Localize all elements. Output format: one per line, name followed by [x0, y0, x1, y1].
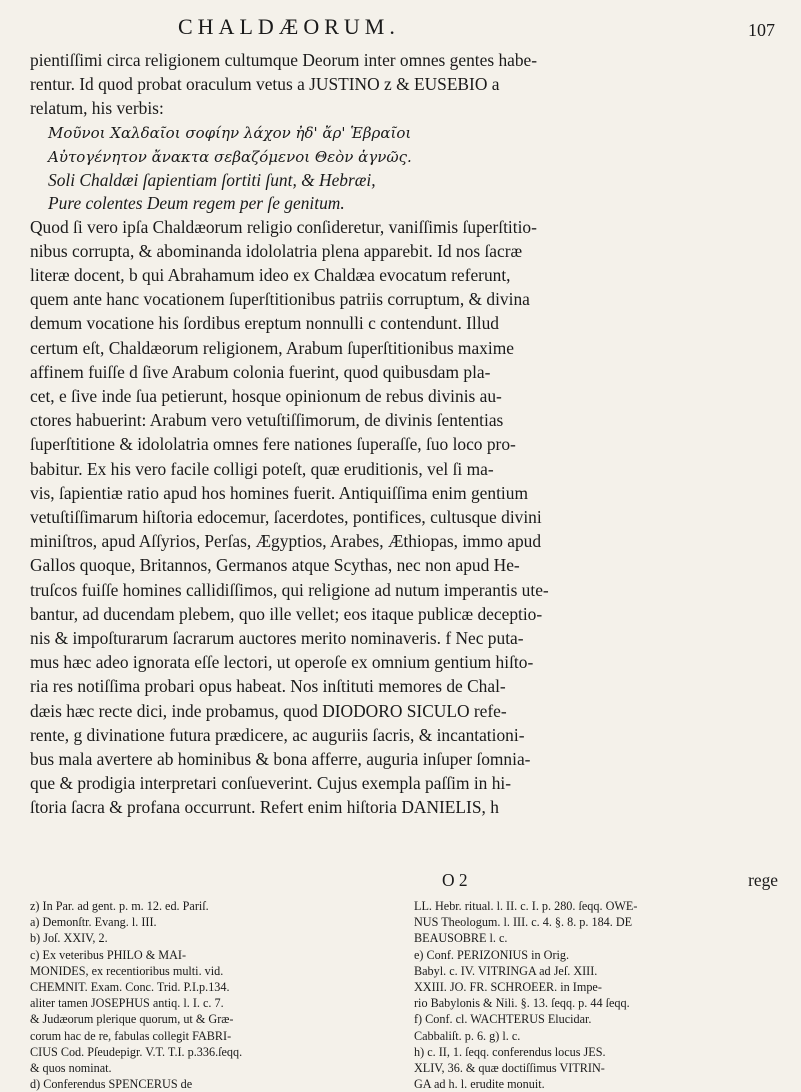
- text-line: dæis hæc recte dici, inde probamus, quod DIODORO SICULO refe-: [30, 700, 507, 721]
- footnote-line: Cabbaliſt. p. 6. g) l. c.: [414, 1028, 521, 1043]
- text-line: ctores habuerint: Arabum vero vetuſtiſſimorum, de divinis ſententias: [30, 410, 504, 431]
- footnote-line: b) Joſ. XXIV, 2.: [30, 931, 108, 946]
- footnote-line: & Judæorum plerique quorum, ut & Græ-: [30, 1012, 234, 1027]
- footnote-line: h) c. II, 1. ſeqq. conferendus locus JES.: [414, 1044, 606, 1059]
- text-line: rentur. Id quod probat oraculum vetus a JUSTINO z & EUSEBIO a: [30, 74, 500, 95]
- text-line: que & prodigia interpretari conſueverint. Cujus exempla paſſim in hi-: [30, 773, 512, 794]
- footnote-line: f) Conf. cl. WACHTERUS Elucidar.: [414, 1012, 592, 1027]
- text-line: ſuperſtitione & idololatria omnes fere nationes ſuperaſſe, ſuo loco pro-: [30, 434, 516, 455]
- text-line: miniſtros, apud Aſſyrios, Perſas, Ægyptios, Arabes, Æthiopas, immo apud: [30, 531, 542, 552]
- footnotes-right-column: [414, 898, 774, 1092]
- text-line: pientiſſimi circa religionem cultumque Deorum inter omnes gentes habe-: [30, 50, 538, 70]
- footnote-line: XLIV, 36. & quæ doctiſſimus VITRIN-: [414, 1061, 605, 1076]
- text-line: ria res notiſſima probari opus habeat. Nos inſtituti memores de Chal-: [30, 676, 506, 697]
- footnote-line: corum hac de re, fabulas collegit FABRI-: [30, 1028, 232, 1043]
- main-text: [30, 48, 778, 820]
- text-line: vetuſtiſſimarum hiſtoria edocemur, ſacerdotes, pontifices, cultusque divini: [30, 507, 542, 528]
- footnote-line: c) Ex veteribus PHILO & MAI-: [30, 947, 187, 962]
- text-line: ſtoria ſacra & profana occurrunt. Refert enim hiſtoria DANIELIS, h: [30, 797, 499, 818]
- footnote-line: MONIDES, ex recentioribus multi. vid.: [30, 963, 224, 978]
- text-line: relatum, his verbis:: [30, 98, 164, 119]
- text-line: bus mala avertere ab hominibus & bona afferre, auguria inſuper ſomnia-: [30, 749, 531, 770]
- footnote-line: z) In Par. ad gent. p. m. 12. ed. Pariſ.: [30, 899, 209, 913]
- text-line: Quod ſi vero ipſa Chaldæorum religio conſideretur, vaniſſimis ſuperſtitio-: [30, 216, 537, 237]
- text-line: affinem fuiſſe d ſive Arabum colonia fuerint, quod quibusdam pla-: [30, 361, 491, 382]
- text-line: certum eſt, Chaldæorum religionem, Arabum ſuperſtitionibus maxime: [30, 337, 514, 358]
- text-line: vis, ſapientiæ ratio apud hos homines fuerit. Antiquiſſima enim gentium: [30, 482, 528, 503]
- text-line: demum vocatione his ſordibus ereptum nonnulli c contendunt. Illud: [30, 313, 499, 334]
- text-line: nibus corrupta, & abominanda idololatria plena apparebit. Id nos ſacræ: [30, 240, 523, 261]
- page-number: 107: [748, 20, 775, 40]
- footnote-line: d) Conferendus SPENCERUS de: [30, 1077, 193, 1092]
- footnote-line: a) Demonſtr. Evang. l. III.: [30, 915, 157, 930]
- paragraph-chaldaeans: [30, 215, 778, 820]
- footnote-line: NUS Theologum. l. III. c. 4. §. 8. p. 184. DE: [414, 915, 633, 930]
- text-line: truſcos fuiſſe homines callidiſſimos, qui religione ad nutum imperantis ute-: [30, 579, 549, 600]
- footnote-line: CIUS Cod. Pſeudepigr. V.T. T.I. p.336.ſeqq.: [30, 1044, 243, 1059]
- text-line: rente, g divinatione futura prædicere, ac auguriis ſacris, & incantationi-: [30, 724, 525, 745]
- signature-line: [30, 870, 778, 894]
- footnote-line: CHEMNIT. Exam. Conc. Trid. P.I.p.134.: [30, 980, 230, 995]
- footnote-line: & quos nominat.: [30, 1061, 112, 1076]
- signature-mark: O 2: [442, 870, 468, 890]
- footnote-line: GA ad h. l. erudite monuit.: [414, 1077, 545, 1092]
- text-line: Gallos quoque, Britannos, Germanos atque Scythas, nec non apud He-: [30, 555, 520, 576]
- latin-translation-line-1: Soli Chaldæi ſapientiam ſortiti ſunt, & Hebræi,: [48, 169, 376, 190]
- footnote-line: aliter tamen JOSEPHUS antiq. l. I. c. 7.: [30, 996, 224, 1011]
- latin-translation-line-2: Pure colentes Deum regem per ſe genitum.: [48, 192, 345, 213]
- text-line: literæ docent, b qui Abrahamum ideo ex Chaldæa evocatum referunt,: [30, 265, 511, 286]
- footnotes-left-column: [30, 898, 390, 1092]
- catchword: rege: [748, 870, 778, 890]
- running-head: CHALDÆORUM.: [178, 14, 400, 39]
- footnote-line: Babyl. c. IV. VITRINGA ad Jeſ. XIII.: [414, 963, 598, 978]
- greek-oracle-line-1: Μοῦνοι Χαλδαῖοι σοφίην λάχον ἠδ' ἄρ' Ἑβραῖοι: [48, 123, 412, 142]
- footnote-line: XXIII. JO. FR. SCHROEER. in Impe-: [414, 980, 602, 995]
- footnote-line: e) Conf. PERIZONIUS in Orig.: [414, 947, 570, 962]
- text-line: babitur. Ex his vero facile colligi poteſt, quæ eruditionis, vel ſi ma-: [30, 458, 494, 479]
- footnote-line: rio Babylonis & Nili. §. 13. ſeqq. p. 44 ſeqq.: [414, 996, 630, 1011]
- text-line: mus hæc adeo ignorata eſſe lectori, ut operoſe ex omnium gentium hiſto-: [30, 652, 534, 673]
- text-line: cet, e ſive inde ſua petierunt, hosque opinionum de rebus divinis au-: [30, 386, 502, 407]
- text-line: bantur, ad ducendam plebem, quo ille vellet; eos itaque publicæ deceptio-: [30, 603, 543, 624]
- footnote-line: BEAUSOBRE l. c.: [414, 931, 508, 946]
- page-header: [0, 8, 801, 42]
- text-line: quem ante hanc vocationem ſuperſtitionibus patriis corruptum, & divina: [30, 289, 530, 310]
- text-line: nis & impoſturarum ſacrarum auctores merito nominaveris. f Nec puta-: [30, 628, 524, 649]
- greek-oracle-line-2: Αὐτογένητον ἄνακτα σεβαζόμενοι Θεὸν ἁγνῶς.: [48, 147, 412, 166]
- footnote-line: LL. Hebr. ritual. l. II. c. I. p. 280. ſeqq. OWE-: [414, 899, 638, 913]
